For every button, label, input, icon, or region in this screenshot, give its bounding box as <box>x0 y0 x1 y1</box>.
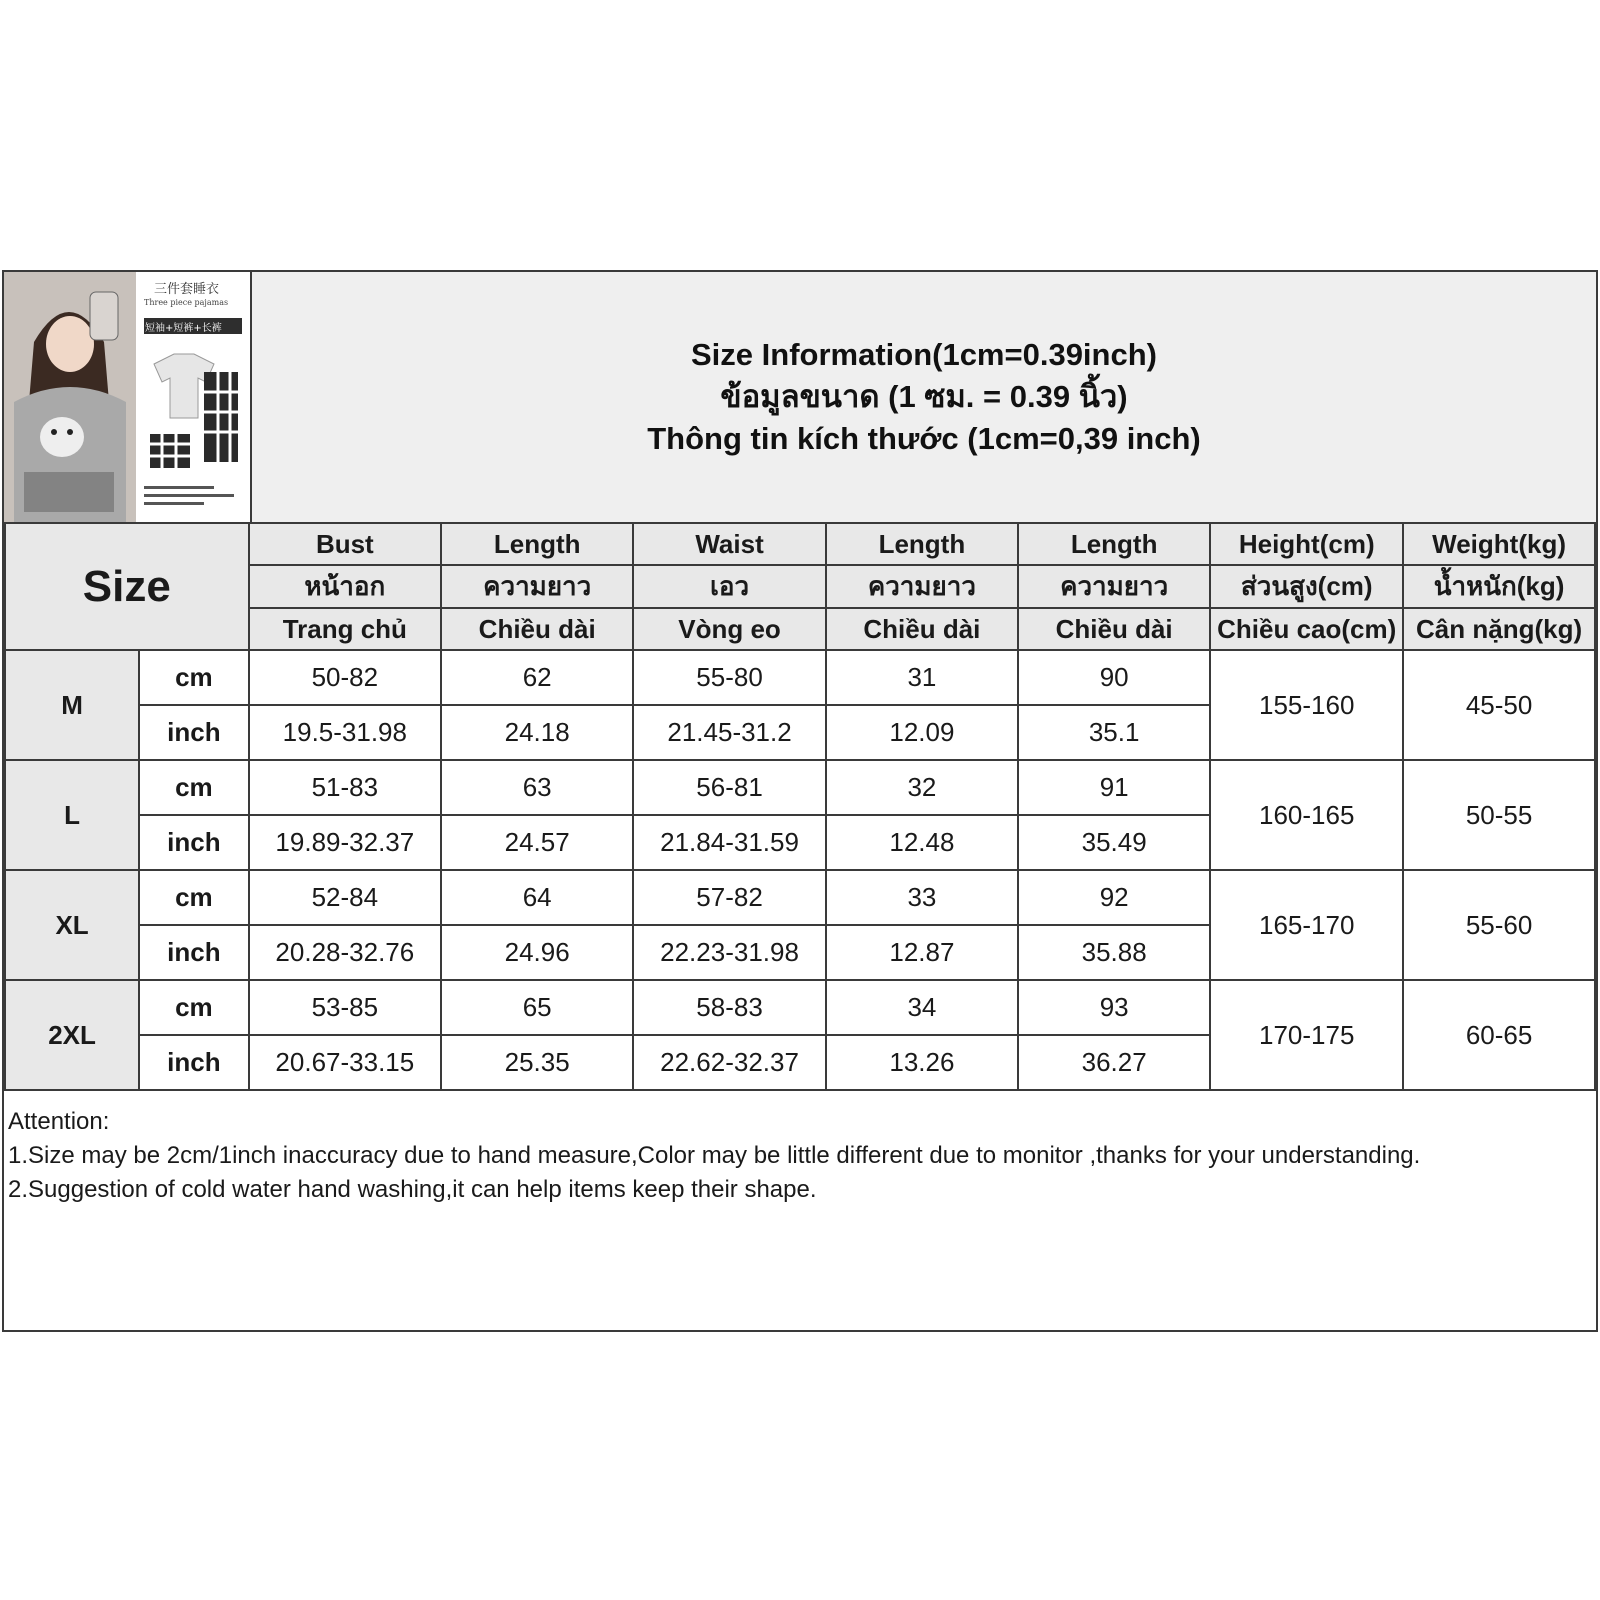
weight-range-cell: 55-60 <box>1403 870 1595 980</box>
column-header-0-th: หน้าอก <box>249 565 441 608</box>
title-thai: ข้อมูลขนาด (1 ซม. = 0.39 นิ้ว) <box>720 379 1128 414</box>
measurement-cell: 20.67-33.15 <box>249 1035 441 1090</box>
column-header-0-en: Bust <box>249 523 441 565</box>
weight-range-cell: 50-55 <box>1403 760 1595 870</box>
measurement-cell: 63 <box>441 760 633 815</box>
column-header-1-en: Length <box>441 523 633 565</box>
column-header-2-vi: Vòng eo <box>633 608 825 650</box>
measurement-cell: 22.62-32.37 <box>633 1035 825 1090</box>
size-label: XL <box>5 870 139 980</box>
weight-range-cell: 60-65 <box>1403 980 1595 1090</box>
column-header-1-th: ความยาว <box>441 565 633 608</box>
unit-label: cm <box>139 870 248 925</box>
weight-range-cell: 45-50 <box>1403 650 1595 760</box>
unit-label: cm <box>139 760 248 815</box>
size-label: M <box>5 650 139 760</box>
size-table <box>4 522 1596 1091</box>
table-row <box>5 980 1595 1035</box>
measurement-cell: 35.88 <box>1018 925 1210 980</box>
title-english: Size Information(1cm=0.39inch) <box>691 337 1157 372</box>
measurement-cell: 35.49 <box>1018 815 1210 870</box>
measurement-cell: 53-85 <box>249 980 441 1035</box>
size-chart-sheet <box>2 270 1598 1332</box>
attention-heading: Attention: <box>8 1108 110 1135</box>
measurement-cell: 24.57 <box>441 815 633 870</box>
column-header-3-en: Length <box>826 523 1018 565</box>
header-band <box>4 272 1596 524</box>
measurement-cell: 58-83 <box>633 980 825 1035</box>
measurement-cell: 51-83 <box>249 760 441 815</box>
measurement-cell: 19.89-32.37 <box>249 815 441 870</box>
product-image <box>4 272 252 522</box>
measurement-cell: 56-81 <box>633 760 825 815</box>
height-range-cell: 155-160 <box>1210 650 1403 760</box>
measurement-cell: 21.84-31.59 <box>633 815 825 870</box>
column-header-2-th: เอว <box>633 565 825 608</box>
measurement-cell: 19.5-31.98 <box>249 705 441 760</box>
column-header-3-th: ความยาว <box>826 565 1018 608</box>
measurement-cell: 91 <box>1018 760 1210 815</box>
measurement-cell: 24.96 <box>441 925 633 980</box>
measurement-cell: 32 <box>826 760 1018 815</box>
product-label-en: Three piece pajamas <box>144 298 229 307</box>
column-header-0-vi: Trang chủ <box>249 608 441 650</box>
measurement-cell: 62 <box>441 650 633 705</box>
attention-line-1: 1.Size may be 2cm/1inch inaccuracy due to hand measure,Color may be little different due to monitor ,thanks for your understanding. <box>8 1142 1421 1169</box>
column-header-6-en: Weight(kg) <box>1403 523 1595 565</box>
column-header-4-en: Length <box>1018 523 1210 565</box>
column-header-5-vi: Chiều cao(cm) <box>1210 608 1403 650</box>
size-label: 2XL <box>5 980 139 1090</box>
column-header-5-th: ส่วนสูง(cm) <box>1210 565 1403 608</box>
measurement-cell: 12.87 <box>826 925 1018 980</box>
table-row <box>5 870 1595 925</box>
measurement-cell: 25.35 <box>441 1035 633 1090</box>
attention-notes <box>8 1105 1592 1207</box>
measurement-cell: 35.1 <box>1018 705 1210 760</box>
unit-label: inch <box>139 705 248 760</box>
product-badge: 短袖+短裤+长裤 <box>145 323 222 334</box>
measurement-cell: 90 <box>1018 650 1210 705</box>
title-block <box>252 272 1596 522</box>
measurement-cell: 50-82 <box>249 650 441 705</box>
unit-label: inch <box>139 925 248 980</box>
measurement-cell: 64 <box>441 870 633 925</box>
measurement-cell: 21.45-31.2 <box>633 705 825 760</box>
column-header-1-vi: Chiều dài <box>441 608 633 650</box>
measurement-cell: 12.48 <box>826 815 1018 870</box>
column-header-2-en: Waist <box>633 523 825 565</box>
attention-line-2: 2.Suggestion of cold water hand washing,it can help items keep their shape. <box>8 1176 817 1203</box>
measurement-cell: 36.27 <box>1018 1035 1210 1090</box>
size-label: L <box>5 760 139 870</box>
measurement-cell: 20.28-32.76 <box>249 925 441 980</box>
table-row <box>5 760 1595 815</box>
column-header-3-vi: Chiều dài <box>826 608 1018 650</box>
measurement-cell: 33 <box>826 870 1018 925</box>
height-range-cell: 165-170 <box>1210 870 1403 980</box>
measurement-cell: 57-82 <box>633 870 825 925</box>
height-range-cell: 170-175 <box>1210 980 1403 1090</box>
title-vietnamese: Thông tin kích thước (1cm=0,39 inch) <box>647 421 1201 456</box>
column-header-6-th: น้ำหนัก(kg) <box>1403 565 1595 608</box>
measurement-cell: 12.09 <box>826 705 1018 760</box>
measurement-cell: 52-84 <box>249 870 441 925</box>
measurement-cell: 13.26 <box>826 1035 1018 1090</box>
measurement-cell: 65 <box>441 980 633 1035</box>
height-range-cell: 160-165 <box>1210 760 1403 870</box>
measurement-cell: 92 <box>1018 870 1210 925</box>
table-row <box>5 650 1595 705</box>
product-label-cn: 三件套睡衣 <box>154 282 220 297</box>
column-header-4-vi: Chiều dài <box>1018 608 1210 650</box>
size-column-header: Size <box>5 523 249 650</box>
measurement-cell: 24.18 <box>441 705 633 760</box>
header-row-en <box>5 523 1595 565</box>
measurement-cell: 93 <box>1018 980 1210 1035</box>
unit-label: inch <box>139 815 248 870</box>
measurement-cell: 55-80 <box>633 650 825 705</box>
measurement-cell: 34 <box>826 980 1018 1035</box>
unit-label: cm <box>139 980 248 1035</box>
column-header-6-vi: Cân nặng(kg) <box>1403 608 1595 650</box>
column-header-4-th: ความยาว <box>1018 565 1210 608</box>
measurement-cell: 22.23-31.98 <box>633 925 825 980</box>
measurement-cell: 31 <box>826 650 1018 705</box>
column-header-5-en: Height(cm) <box>1210 523 1403 565</box>
unit-label: cm <box>139 650 248 705</box>
unit-label: inch <box>139 1035 248 1090</box>
product-photo-graphic <box>4 272 250 522</box>
